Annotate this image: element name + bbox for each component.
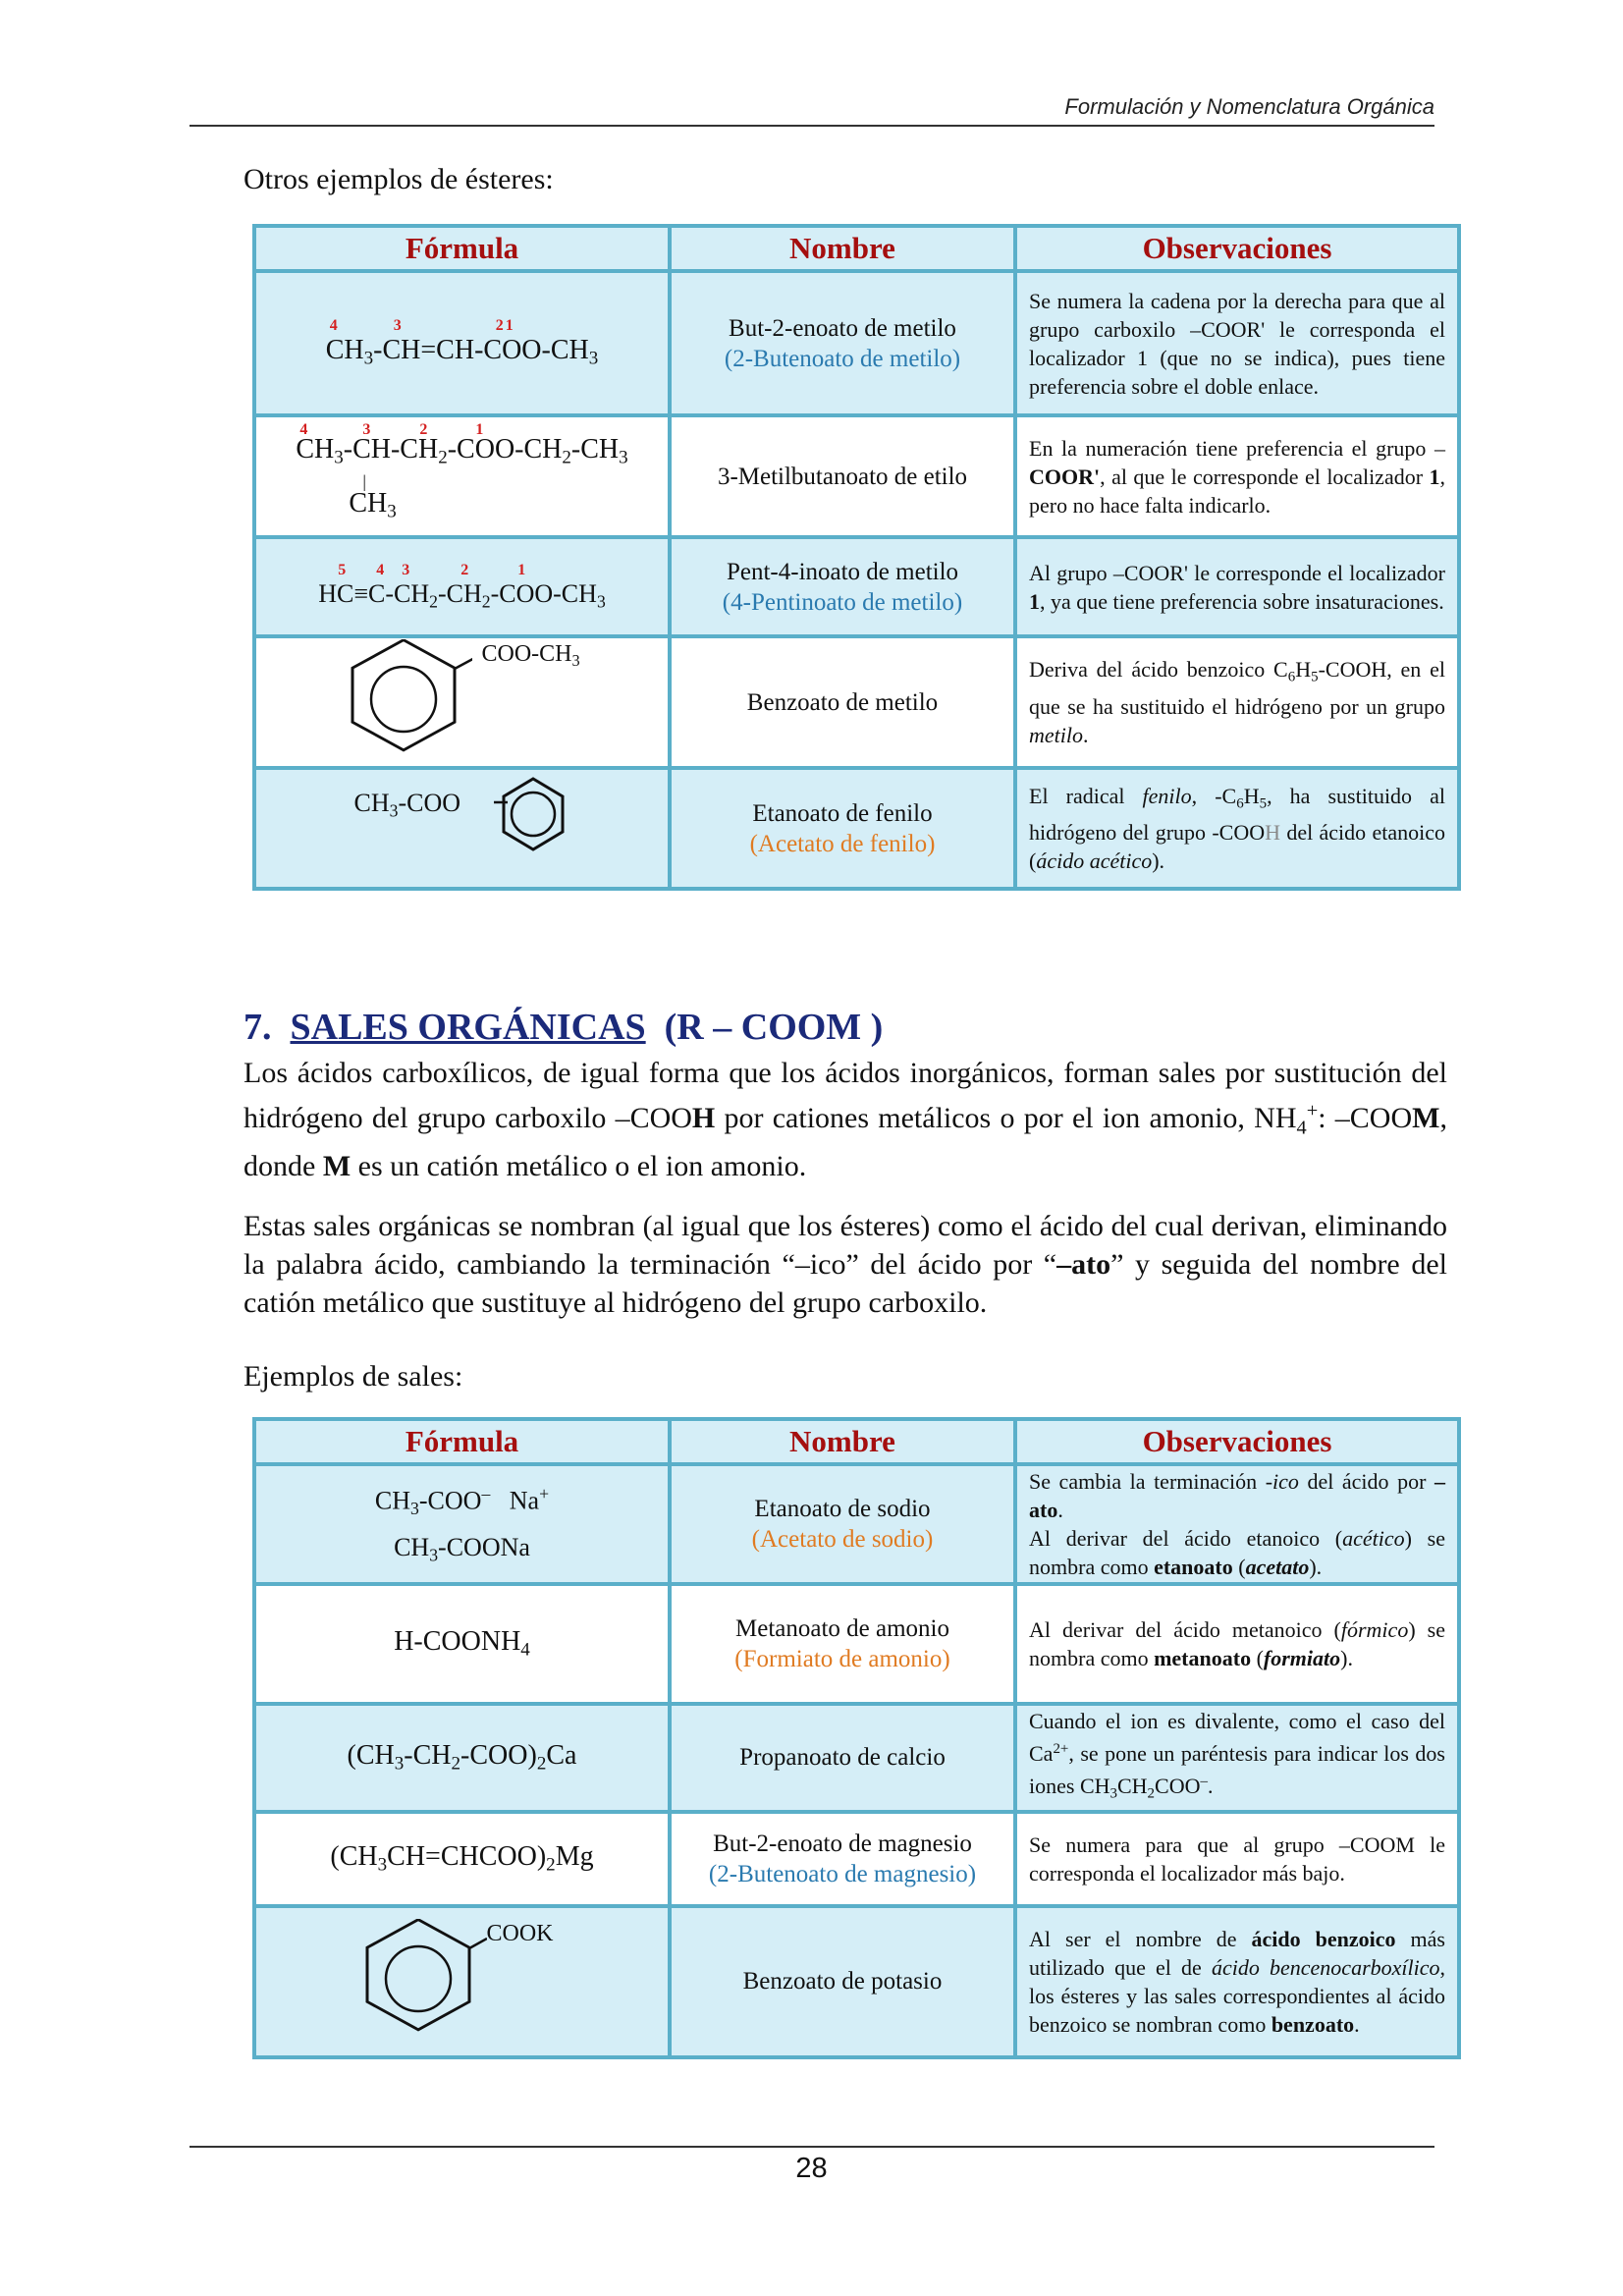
para-text: ” y seguida del nombre del catión metálico que sustituye al hidrógeno del grupo carboxilo. bbox=[243, 1248, 1447, 1319]
prefix-text: CH bbox=[353, 788, 390, 817]
observacion-text: ( bbox=[1232, 1555, 1246, 1579]
formula-pent4inoato: 5 4 3 2 1 $HC\equiv C-CH_2-CH_2-COO-CH_3$ bbox=[318, 561, 606, 612]
observacion-text: , ya que tiene preferencia sobre insaturaciones. bbox=[1040, 588, 1444, 614]
observacion-grey: H bbox=[1265, 820, 1281, 846]
observacion-text: Cuando el ion es divalente, como el caso del Ca bbox=[1029, 1709, 1445, 1767]
nombre-cell bbox=[670, 1584, 1015, 1704]
sales-intro: Ejemplos de sales: bbox=[243, 1360, 463, 1393]
observaciones-cell bbox=[1015, 1584, 1459, 1704]
locant: 1 bbox=[505, 316, 514, 334]
nombre-cell bbox=[670, 768, 1015, 889]
observaciones-cell bbox=[1015, 415, 1459, 537]
formula-propanoato-calcio: $(CH_3-CH_2-COO)_2Ca$ bbox=[347, 1740, 577, 1775]
para-sup: + bbox=[1306, 1100, 1319, 1121]
observacion-sub: 5 bbox=[1311, 669, 1319, 685]
observacion-text: más utilizado que el de bbox=[1029, 1926, 1445, 1980]
formula-benzoato-metilo bbox=[335, 639, 590, 757]
observacion-sup: 2+ bbox=[1053, 1741, 1069, 1757]
footer-rule bbox=[189, 2146, 1434, 2148]
observacion-text: , al que le corresponde el localizador bbox=[1100, 464, 1430, 489]
para-text: Estas sales orgánicas se nombran (al igual que los ésteres) como el ácido del cual derivan, eliminando la palabra ácido, cambiando la terminación “–ico” del ácido por “ bbox=[243, 1210, 1447, 1281]
header-formula: Fórmula bbox=[254, 226, 670, 271]
formula-metanoato-amonio: $H-COONH_4$ bbox=[394, 1626, 530, 1661]
formula-3metilbutanoato: 4 3 2 1 $CH_3-CH-CH_2-COO-CH_2-CH_3$ | $CH_3$ bbox=[296, 419, 627, 532]
table-row bbox=[254, 1704, 1459, 1812]
formula-cell bbox=[254, 1704, 670, 1812]
nombre-cell bbox=[670, 1906, 1015, 2057]
table-row bbox=[254, 1812, 1459, 1906]
locant: 2 bbox=[419, 421, 428, 439]
substituent-text: COO-CH bbox=[481, 641, 572, 667]
observaciones-cell bbox=[1015, 537, 1459, 636]
observacion-text: , se pone un paréntesis para indicar los dos iones CH bbox=[1029, 1741, 1445, 1799]
observacion-text: Al ser el nombre de bbox=[1029, 1926, 1252, 1951]
formula-but2enoato: 4 3 2 1 $CH_3-CH=CH-COO-CH_3$ bbox=[325, 316, 599, 369]
formula-butenoato-magnesio: $(CH_3CH=CHCOO)_2Mg$ bbox=[330, 1841, 594, 1876]
table-row bbox=[254, 768, 1459, 889]
nombre-cell bbox=[670, 1464, 1015, 1584]
header-rule bbox=[189, 125, 1434, 127]
observaciones-cell bbox=[1015, 1464, 1459, 1584]
observacion-bold: –ato bbox=[1029, 1469, 1445, 1522]
observacion-text: CH bbox=[1116, 1774, 1148, 1799]
header-observaciones: Observaciones bbox=[1015, 1419, 1459, 1464]
observacion-text: Al derivar del ácido etanoico ( bbox=[1029, 1526, 1343, 1551]
observacion-sub: 3 bbox=[1109, 1785, 1117, 1802]
benzene-ring-icon bbox=[335, 639, 472, 757]
para-text: : –COO bbox=[1318, 1102, 1413, 1135]
formula-benzoato-potasio bbox=[350, 1919, 575, 2037]
formula-cell bbox=[254, 1464, 670, 1584]
observacion-sub: 6 bbox=[1236, 795, 1244, 812]
observacion-text: Al derivar del ácido metanoico ( bbox=[1029, 1617, 1341, 1642]
formula-cell bbox=[254, 636, 670, 768]
nombre-cell bbox=[670, 537, 1015, 636]
observacion-italic: -ico bbox=[1265, 1469, 1299, 1494]
locant: 1 bbox=[517, 561, 526, 578]
nombre: Propanoato de calcio bbox=[739, 1744, 946, 1772]
observacion-text: . bbox=[1207, 1774, 1214, 1799]
observacion-text: Al grupo –COOR' le corresponde el localizador bbox=[1029, 560, 1445, 585]
observacion-text: H bbox=[1295, 657, 1312, 683]
observaciones-cell bbox=[1015, 636, 1459, 768]
observacion-sub: 5 bbox=[1259, 795, 1268, 812]
nombre-cell bbox=[670, 415, 1015, 537]
observacion-text: , -C bbox=[1191, 783, 1237, 808]
nombre: Metanoato de amonio bbox=[735, 1615, 949, 1642]
formula-cell bbox=[254, 415, 670, 537]
observacion-italic: fenilo bbox=[1142, 783, 1192, 808]
observaciones-cell bbox=[1015, 1812, 1459, 1906]
observacion-text: Se cambia la terminación bbox=[1029, 1469, 1266, 1494]
header-nombre: Nombre bbox=[670, 226, 1015, 271]
formula-cell bbox=[254, 768, 670, 889]
observacion-text: del ácido etanoico ( bbox=[1029, 820, 1445, 874]
nombre-cell bbox=[670, 271, 1015, 415]
observacion-bold: metanoato bbox=[1154, 1646, 1252, 1670]
substituent-label: COOK bbox=[486, 1920, 554, 1946]
observacion-text: ) se nombra como bbox=[1029, 1617, 1445, 1670]
locant: 2 bbox=[460, 561, 469, 578]
para-bold: –ato bbox=[1056, 1248, 1111, 1281]
observacion-text: , ha sustituido al hidrógeno del grupo -COO bbox=[1029, 783, 1445, 846]
nombre-alternativo: (2-Butenoato de magnesio) bbox=[708, 1860, 977, 1887]
formula-cell bbox=[254, 1812, 670, 1906]
para-text: Los ácidos carboxílicos, de igual forma que los ácidos inorgánicos, forman sales por sustitución del hidrógeno del grupo carboxilo –COO bbox=[243, 1057, 1447, 1135]
section-number: 7. bbox=[243, 1007, 272, 1048]
observacion-italic: fórmico bbox=[1340, 1617, 1409, 1642]
prefix-label bbox=[354, 789, 461, 821]
nombre-alternativo: (2-Butenoato de metilo) bbox=[724, 345, 961, 372]
locant: 3 bbox=[393, 316, 402, 334]
section-heading bbox=[243, 1006, 883, 1049]
observacion-sub: 6 bbox=[1287, 669, 1296, 685]
table-row bbox=[254, 1464, 1459, 1584]
nombre-alternativo: (Acetato de sodio) bbox=[751, 1526, 934, 1553]
observacion-bold: COOR' bbox=[1029, 464, 1101, 489]
paragraph-sales-intro bbox=[243, 1054, 1447, 1185]
table-row bbox=[254, 271, 1459, 415]
table-row bbox=[254, 537, 1459, 636]
header-nombre: Nombre bbox=[670, 1419, 1015, 1464]
observacion-text: . bbox=[1057, 1498, 1063, 1522]
nombre: Benzoato de metilo bbox=[746, 688, 939, 716]
observacion-text: del ácido por bbox=[1298, 1469, 1434, 1494]
observacion-italic: ácido acético bbox=[1036, 848, 1153, 874]
esteres-intro: Otros ejemplos de ésteres: bbox=[243, 163, 554, 195]
nombre-alternativo: (Formiato de amonio) bbox=[734, 1646, 950, 1672]
nombre: Pent-4-inoato de metilo bbox=[726, 558, 959, 585]
running-header-title: Formulación y Nomenclatura Orgánica bbox=[1064, 94, 1434, 119]
para-bold: M bbox=[1412, 1102, 1440, 1135]
observacion-text: . bbox=[1354, 2011, 1360, 2037]
observacion-text: . bbox=[1083, 722, 1089, 747]
formula-cell bbox=[254, 271, 670, 415]
observacion-bold: etanoato bbox=[1154, 1555, 1233, 1579]
page-number: 28 bbox=[795, 2153, 828, 2184]
observacion-text: ( bbox=[1251, 1646, 1264, 1670]
observacion-text: , los ésteres y las sales correspondientes al ácido benzoico se nombran como bbox=[1029, 1954, 1445, 2037]
nombre: But-2-enoato de metilo bbox=[729, 314, 956, 342]
observacion-sub: 2 bbox=[1147, 1785, 1156, 1802]
table-header-row bbox=[254, 1419, 1459, 1464]
para-bold: H bbox=[691, 1102, 716, 1135]
observacion-text: H bbox=[1243, 783, 1260, 808]
nombre: Etanoato de fenilo bbox=[752, 799, 933, 827]
observacion-bold-italic: acetato bbox=[1245, 1555, 1310, 1579]
section-title: SALES ORGÁNICAS bbox=[290, 1007, 646, 1048]
observacion-text: ) se nombra como bbox=[1029, 1526, 1445, 1579]
observacion-bold: ácido benzoico bbox=[1251, 1926, 1396, 1951]
formula-cell bbox=[254, 1584, 670, 1704]
observacion-text: ). bbox=[1152, 848, 1165, 874]
observaciones-cell bbox=[1015, 1906, 1459, 2057]
locant: 4 bbox=[329, 316, 338, 334]
prefix-text: -COO bbox=[398, 788, 461, 817]
nombre-alternativo: (Acetato de fenilo) bbox=[749, 830, 936, 857]
observacion-bold: benzoato bbox=[1271, 2011, 1355, 2037]
observacion-text: , pero no hace falta indicarlo. bbox=[1029, 464, 1445, 518]
para-text: por cationes metálicos o por el ion amonio, NH bbox=[715, 1102, 1297, 1135]
header-formula: Fórmula bbox=[254, 1419, 670, 1464]
observacion-text: COO bbox=[1155, 1774, 1201, 1799]
observacion-text: Se numera la cadena por la derecha para que al grupo carboxilo –COOR' le corresponda el localizador 1 (que no se indica), pues tiene preferencia sobre el doble enlace. bbox=[1029, 288, 1445, 399]
formula-cell bbox=[254, 1906, 670, 2057]
substituent-sub: 3 bbox=[571, 650, 580, 670]
locant: 1 bbox=[475, 421, 484, 439]
nombre: But-2-enoato de magnesio bbox=[713, 1830, 972, 1857]
formula-cell bbox=[254, 537, 670, 636]
nombre-alternativo: (4-Pentinoato de metilo) bbox=[722, 588, 963, 616]
locant: 3 bbox=[402, 561, 410, 578]
observaciones-cell bbox=[1015, 271, 1459, 415]
para-text: es un catión metálico o el ion amonio. bbox=[351, 1150, 807, 1183]
table-row bbox=[254, 1584, 1459, 1704]
formula-etanoato-sodio: $CH_3-COO^-$ Na+ $CH_3$-COONa bbox=[374, 1483, 550, 1565]
nombre: Benzoato de potasio bbox=[742, 1968, 943, 1995]
observacion-italic: metilo bbox=[1029, 722, 1083, 747]
table-row bbox=[254, 636, 1459, 768]
nombre: 3-Metilbutanoato de etilo bbox=[717, 463, 968, 490]
observacion-italic: ácido bencenocarboxílico bbox=[1211, 1954, 1440, 1980]
observacion-sup: – bbox=[1200, 1774, 1208, 1790]
observacion-italic: acético bbox=[1342, 1526, 1405, 1551]
sales-table bbox=[252, 1417, 1461, 2059]
observacion-text: Deriva del ácido benzoico C bbox=[1029, 657, 1288, 683]
table-row bbox=[254, 415, 1459, 537]
observaciones-cell bbox=[1015, 1704, 1459, 1812]
formula-etanoato-fenilo bbox=[354, 781, 570, 869]
header-observaciones: Observaciones bbox=[1015, 226, 1459, 271]
benzene-ring-icon bbox=[494, 777, 572, 865]
para-sub: 4 bbox=[1296, 1117, 1307, 1139]
table-header-row bbox=[254, 226, 1459, 271]
observacion-text: -COOH, en el que se ha sustituido el hidrógeno por un grupo bbox=[1029, 657, 1445, 719]
para-text: , donde bbox=[243, 1102, 1447, 1183]
nombre-cell bbox=[670, 636, 1015, 768]
esteres-table bbox=[252, 224, 1461, 891]
benzene-ring-icon bbox=[350, 1919, 487, 2037]
observacion-bold: 1 bbox=[1029, 588, 1040, 614]
locant: 4 bbox=[376, 561, 385, 578]
prefix-sub: 3 bbox=[389, 799, 399, 820]
observacion-text: ). bbox=[1340, 1646, 1353, 1670]
observacion-bold: 1 bbox=[1429, 464, 1440, 489]
paragraph-sales-nomenclatura bbox=[243, 1207, 1447, 1322]
locant: 4 bbox=[299, 421, 308, 439]
locant: 2 bbox=[495, 316, 504, 334]
nombre-cell bbox=[670, 1704, 1015, 1812]
locant: 5 bbox=[338, 561, 347, 578]
observacion-text: El radical bbox=[1029, 783, 1143, 808]
observaciones-cell bbox=[1015, 768, 1459, 889]
nombre: Etanoato de sodio bbox=[754, 1496, 931, 1522]
observacion-bold-italic: formiato bbox=[1263, 1646, 1341, 1670]
para-bold: M bbox=[322, 1150, 352, 1183]
substituent-label bbox=[482, 641, 580, 671]
observacion-text: Se numera para que al grupo –COOM le corresponda el localizador más bajo. bbox=[1029, 1831, 1445, 1886]
observacion-text: En la numeración tiene preferencia el grupo – bbox=[1029, 435, 1445, 461]
observacion-text: ). bbox=[1309, 1555, 1323, 1579]
section-formula: (R – COOM ) bbox=[664, 1007, 884, 1048]
table-row bbox=[254, 1906, 1459, 2057]
nombre-cell bbox=[670, 1812, 1015, 1906]
locant: 3 bbox=[362, 421, 371, 439]
